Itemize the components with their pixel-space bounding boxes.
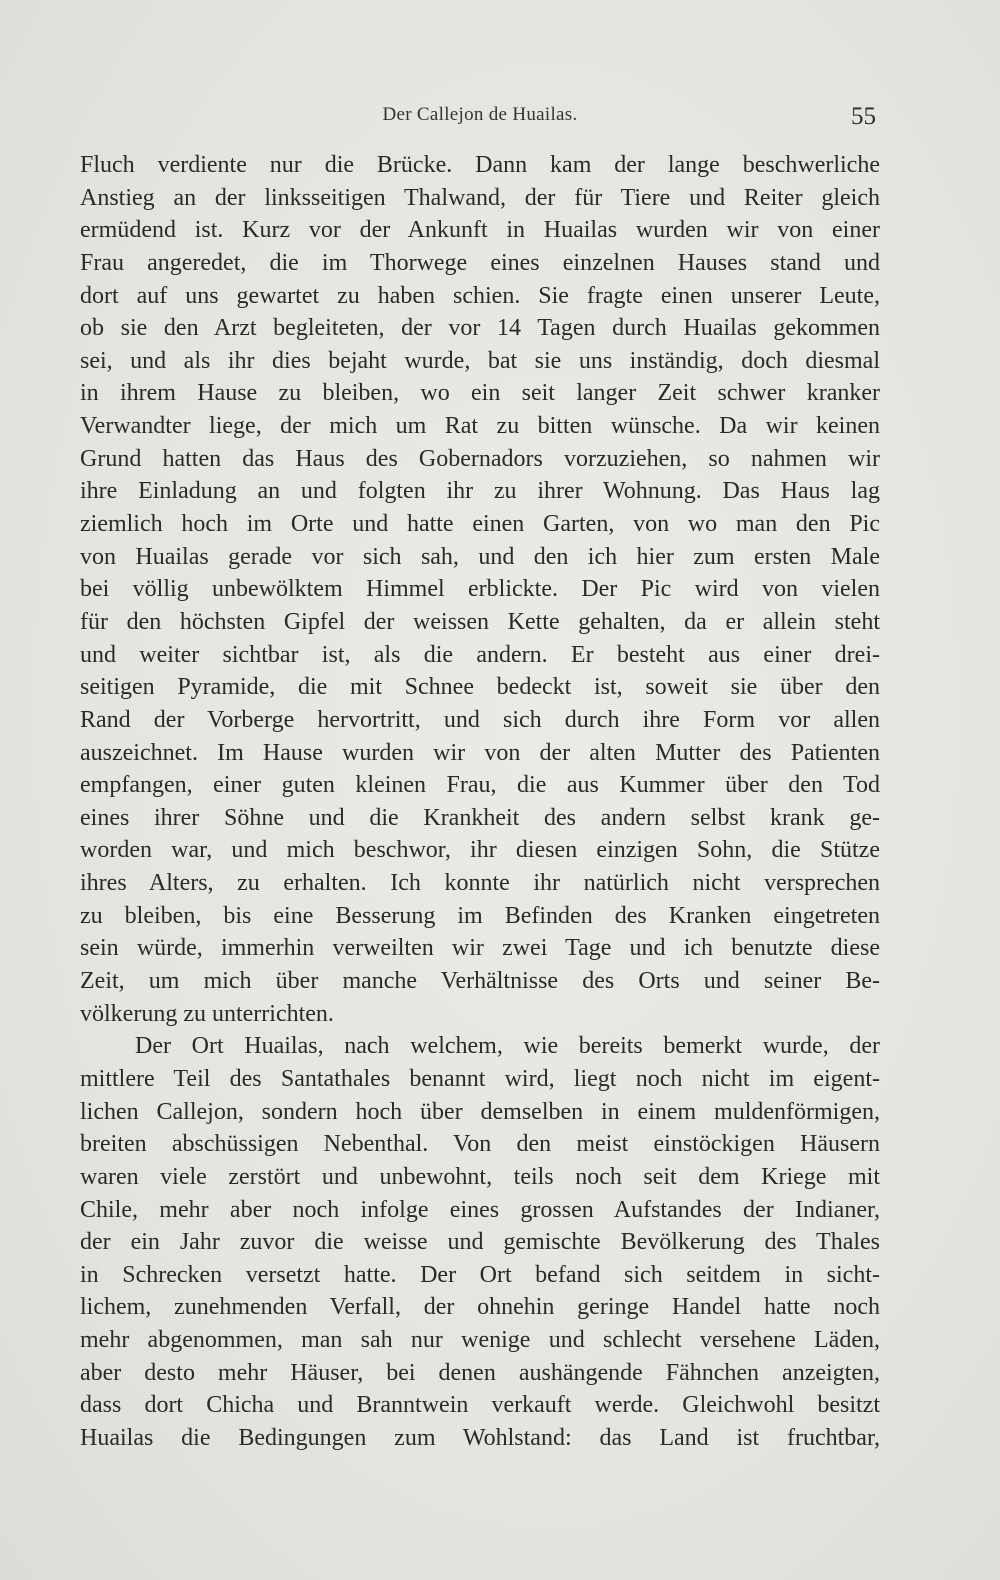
text-line: sein würde, immerhin verweilten wir zwei Tage und ich benutzte diese	[80, 935, 880, 962]
text-line: ermüdend ist. Kurz vor der Ankunft in Huailas wurden wir von einer	[80, 217, 880, 244]
text-line: und weiter sichtbar ist, als die andern. Er besteht aus einer drei-	[80, 641, 880, 668]
text-line: für den höchsten Gipfel der weissen Kette gehalten, da er allein steht	[80, 608, 880, 635]
text-line: Rand der Vorberge hervortritt, und sich durch ihre Form vor allen	[80, 706, 880, 733]
text-line: Anstieg an der linksseitigen Thalwand, der für Tiere und Reiter gleich	[80, 184, 880, 211]
text-line: von Huailas gerade vor sich sah, und den ich hier zum ersten Male	[80, 543, 880, 570]
text-line: auszeichnet. Im Hause wurden wir von der alten Mutter des Patienten	[80, 739, 880, 766]
text-line: ziemlich hoch im Orte und hatte einen Garten, von wo man den Pic	[80, 511, 880, 538]
text-line: Grund hatten das Haus des Gobernadors vorzuziehen, so nahmen wir	[80, 445, 880, 472]
text-line: breiten abschüssigen Nebenthal. Von den meist einstöckigen Häusern	[80, 1131, 880, 1158]
text-line: lichem, zunehmenden Verfall, der ohnehin geringe Handel hatte noch	[80, 1294, 880, 1321]
text-line: mehr abgenommen, man sah nur wenige und schlecht versehene Läden,	[80, 1327, 880, 1354]
text-line: sei, und als ihr dies bejaht wurde, bat sie uns inständig, doch diesmal	[80, 347, 880, 374]
text-line: empfangen, einer guten kleinen Frau, die aus Kummer über den Tod	[80, 772, 880, 799]
text-line: völkerung zu unterrichten.	[80, 1000, 334, 1027]
paragraph-2	[80, 1030, 880, 1454]
text-line: ob sie den Arzt begleiteten, der vor 14 Tagen durch Huailas gekommen	[80, 315, 880, 342]
text-line: lichen Callejon, sondern hoch über demselben in einem muldenförmigen,	[80, 1098, 880, 1125]
text-line: ihre Einladung an und folgten ihr zu ihrer Wohnung. Das Haus lag	[80, 478, 880, 505]
text-line: Chile, mehr aber noch infolge eines grossen Aufstandes der Indianer,	[80, 1196, 880, 1223]
paragraph-1	[80, 149, 880, 1030]
text-line: in Schrecken versetzt hatte. Der Ort befand sich seitdem in sicht-	[80, 1261, 880, 1288]
text-line: dass dort Chicha und Branntwein verkauft werde. Gleichwohl besitzt	[80, 1392, 880, 1419]
text-line: eines ihrer Söhne und die Krankheit des andern selbst krank ge-	[80, 804, 880, 831]
text-line: dort auf uns gewartet zu haben schien. Sie fragte einen unserer Leute,	[80, 282, 880, 309]
text-line: in ihrem Hause zu bleiben, wo ein seit langer Zeit schwer kranker	[80, 380, 880, 407]
text-line: der ein Jahr zuvor die weisse und gemischte Bevölkerung des Thales	[80, 1229, 880, 1256]
running-title: Der Callejon de Huailas.	[382, 104, 578, 125]
text-line: bei völlig unbewölktem Himmel erblickte. Der Pic wird von vielen	[80, 576, 880, 603]
text-line: ihres Alters, zu erhalten. Ich konnte ihr natürlich nicht versprechen	[80, 870, 880, 897]
text-line: aber desto mehr Häuser, bei denen aushängende Fähnchen anzeigten,	[80, 1359, 880, 1386]
text-line: Fluch verdiente nur die Brücke. Dann kam der lange beschwerliche	[80, 152, 880, 178]
text-line: Zeit, um mich über manche Verhältnisse des Orts und seiner Be-	[80, 968, 880, 995]
text-line: zu bleiben, bis eine Besserung im Befinden des Kranken eingetreten	[80, 902, 880, 929]
text-line: Huailas die Bedingungen zum Wohlstand: das Land ist fruchtbar,	[80, 1424, 880, 1451]
text-line: waren viele zerstört und unbewohnt, teils noch seit dem Kriege mit	[80, 1163, 880, 1190]
text-line: worden war, und mich beschwor, ihr diesen einzigen Sohn, die Stütze	[80, 837, 880, 864]
text-line: Der Ort Huailas, nach welchem, wie bereits bemerkt wurde, der	[135, 1033, 880, 1060]
body-text	[80, 149, 880, 1455]
page-number: 55	[851, 103, 876, 130]
text-line: Verwandter liege, der mich um Rat zu bitten wünsche. Da wir keinen	[80, 413, 880, 440]
text-line: seitigen Pyramide, die mit Schnee bedeckt ist, soweit sie über den	[80, 674, 880, 701]
text-line: mittlere Teil des Santathales benannt wird, liegt noch nicht im eigent-	[80, 1065, 880, 1092]
running-head	[80, 101, 880, 129]
text-line: Frau angeredet, die im Thorwege eines einzelnen Hauses stand und	[80, 249, 880, 276]
